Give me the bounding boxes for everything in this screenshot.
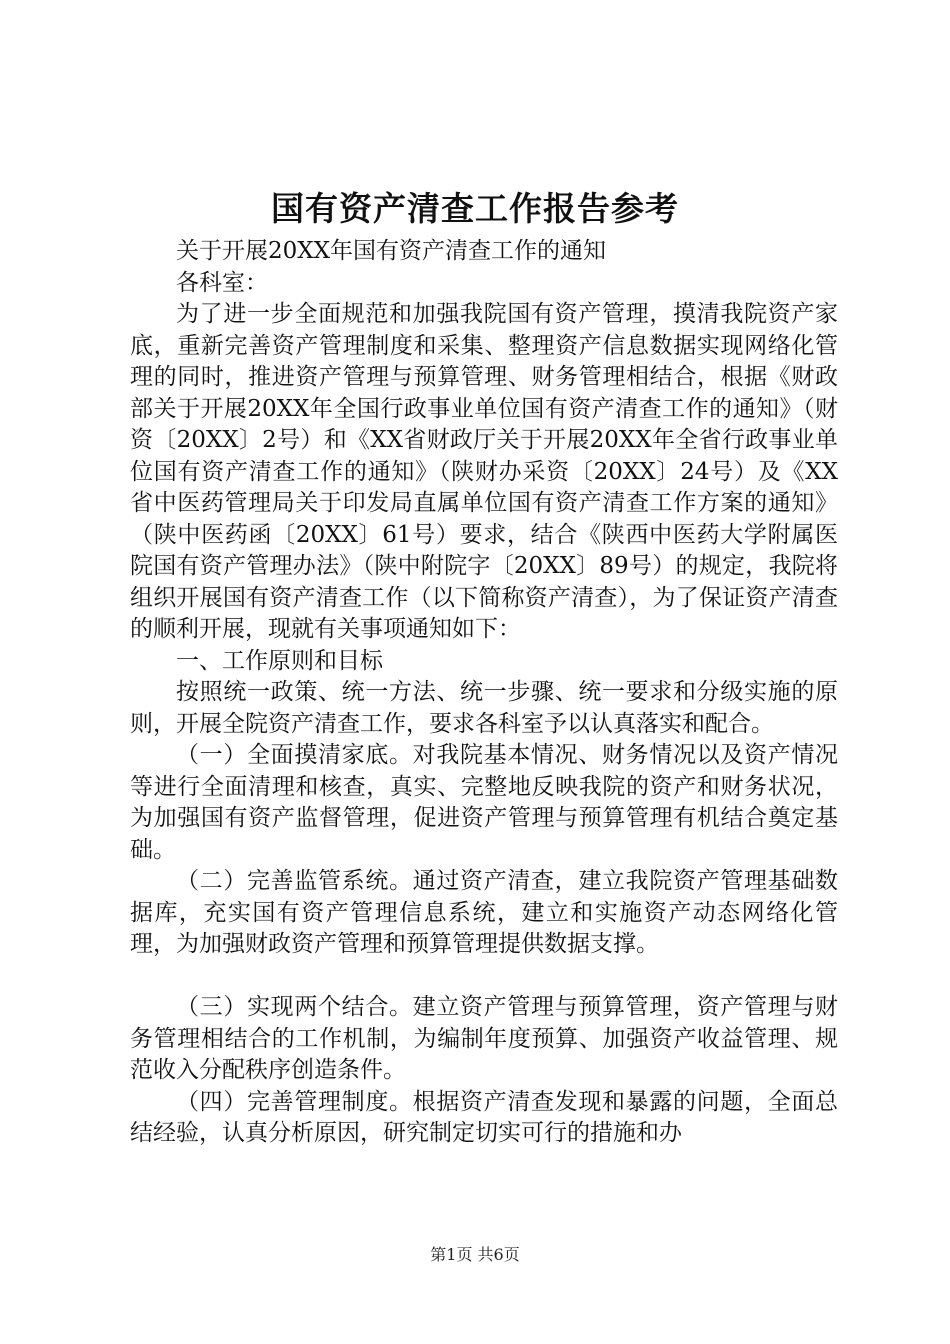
item-1-paragraph: （一）全面摸清家底。对我院基本情况、财务情况以及资产情况等进行全面清理和核查，真实、完整地反映我院的资产和财务状况，为加强国有资产监督管理，促进资产管理与预算管理有机结合奠定基础。 — [130, 742, 838, 863]
principles-paragraph: 按照统一政策、统一方法、统一步骤、统一要求和分级实施的原则，开展全院资产清查工作，要求各科室予以认真落实和配合。 — [130, 679, 838, 737]
document-body — [130, 236, 838, 1150]
document-title: 国有资产清查工作报告参考 — [271, 189, 679, 228]
item-2-paragraph: （二）完善监管系统。通过资产清查，建立我院资产管理基础数据库，充实国有资产管理信息系统，建立和实施资产动态网络化管理，为加强财政资产管理和预算管理提供数据支撑。 — [130, 868, 838, 957]
notice-heading: 关于开展20XX年国有资产清查工作的通知 — [176, 238, 607, 264]
page-number-footer: 第1页 共6页 — [430, 1245, 520, 1264]
salutation: 各科室： — [176, 269, 268, 296]
item-3-paragraph: （三）实现两个结合。建立资产管理与预算管理，资产管理与财务管理相结合的工作机制，为编制年度预算、加强资产收益管理、规范收入分配秩序创造条件。 — [130, 994, 838, 1083]
intro-paragraph: 为了进一步全面规范和加强我院国有资产管理，摸清我院资产家底，重新完善资产管理制度和采集、整理资产信息数据实现网络化管理的同时，推进资产管理与预算管理、财务管理相结合，根据《财政部关于开展20XX年全国行政事业单位国有资产清查工作的通知》（财资〔20XX〕2号）和《XX省财政厅关于开展20XX年全省行政事业单位国有资产清查工作的通知》（陕财办采资〔20XX〕24号）及《XX省中医药管理局关于印发局直属单位国有资产清查工作方案的通知》（陕中医药函〔20XX〕61号）要求，结合《陕西中医药大学附属医院国有资产管理办法》（陕中附院字〔20XX〕89号）的规定，我院将组织开展国有资产清查工作（以下简称资产清查），为了保证资产清查的顺利开展，现就有关事项通知如下： — [130, 301, 838, 642]
section-heading-principles: 一、工作原则和目标 — [176, 647, 383, 674]
item-4-paragraph: （四）完善管理制度。根据资产清查发现和暴露的问题，全面总结经验，认真分析原因，研究制定切实可行的措施和办 — [130, 1088, 838, 1146]
